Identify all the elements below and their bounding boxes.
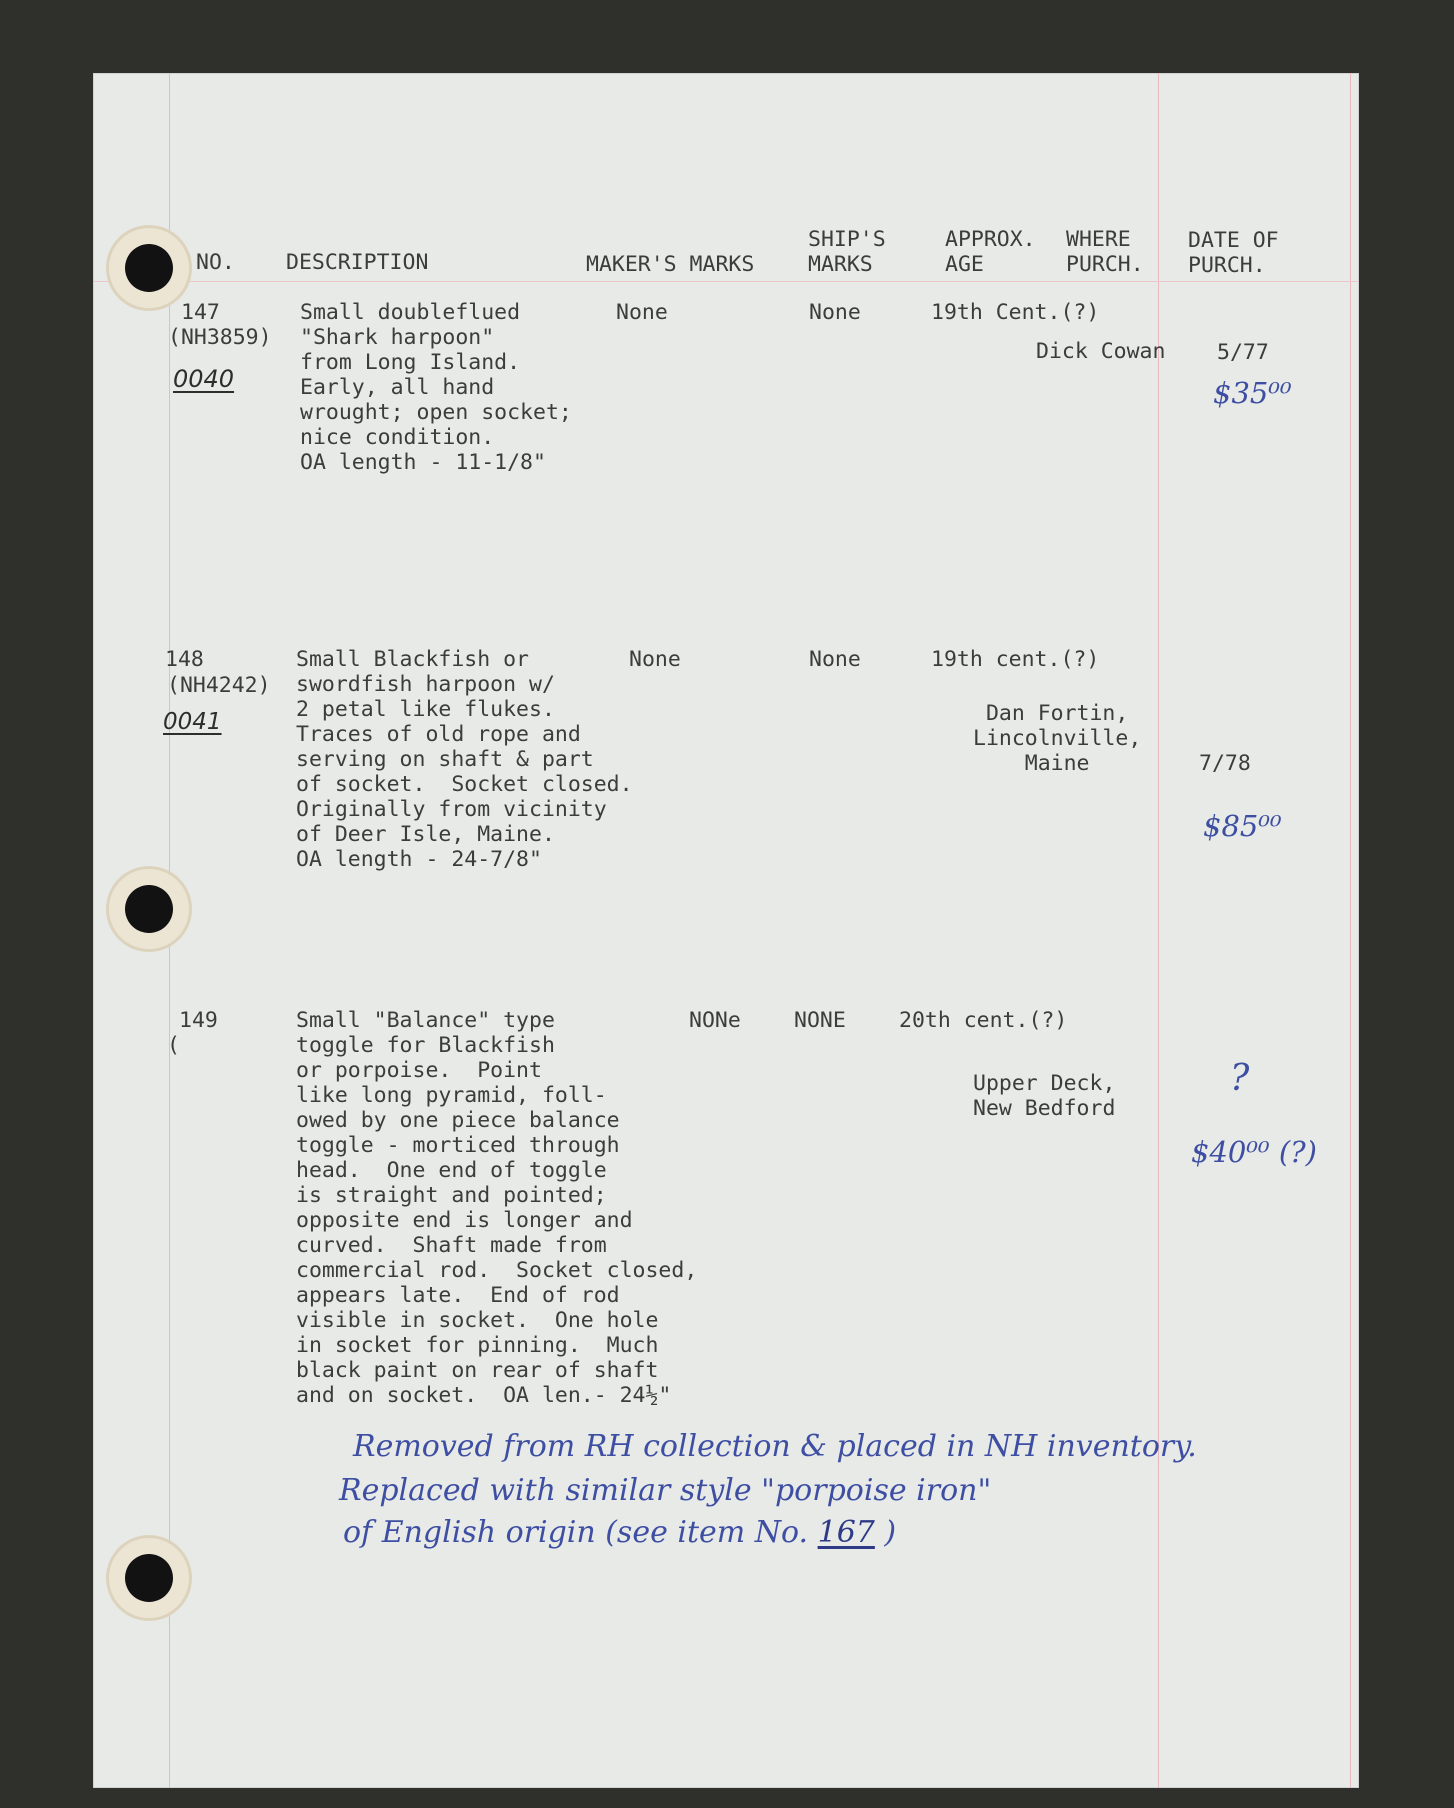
note-item-number: 167 — [817, 1515, 875, 1550]
note-line-prefix: of English origin (see item No. — [343, 1515, 818, 1550]
header-description: DESCRIPTION — [286, 250, 429, 275]
note-line-suffix: ) — [874, 1515, 897, 1550]
date-question-mark: ? — [1230, 1058, 1250, 1099]
binder-hole — [125, 1554, 173, 1602]
item-number: 149 — [179, 1008, 218, 1033]
ships-marks: NONE — [794, 1008, 846, 1033]
ships-marks: None — [809, 647, 861, 672]
header-date-of-purch: DATE OF PURCH. — [1188, 228, 1279, 278]
approx-age: 19th Cent.(?) — [931, 300, 1100, 325]
price-annotation: $35⁰⁰ — [1213, 376, 1292, 410]
note-line: Replaced with similar style "porpoise iron" — [339, 1473, 992, 1508]
makers-marks: NONe — [689, 1008, 741, 1033]
margin-rule — [1350, 73, 1351, 1788]
header-makers-marks: MAKER'S MARKS — [586, 252, 755, 277]
note-line — [343, 1515, 896, 1550]
where-purchased: Upper Deck, New Bedford — [973, 1071, 1116, 1121]
item-description: Small "Balance" type toggle for Blackfish or porpoise. Point like long pyramid, foll- owed by one piece balance toggle - morticed through head. One end of toggle is straight and pointed; opposite end is longer and curved. Shaft made from commercial rod. Socket closed, appears late. End of rod visible in socket. One hole in socket for pinning. Much black paint on rear of shaft and on socket. OA len.- 24½" — [296, 1008, 698, 1408]
item-description: Small Blackfish or swordfish harpoon w/ 2 petal like flukes. Traces of old rope and serving on shaft & part of socket. Socket closed. Originally from vicinity of Deer Isle, Maine. OA length - 24-7/8" — [296, 647, 633, 872]
catalog-number: 0040 — [173, 365, 235, 393]
approx-age: 20th cent.(?) — [899, 1008, 1068, 1033]
item-nh-number: (NH4242) — [167, 673, 271, 698]
header-rule — [93, 281, 1359, 282]
header-where-purch: WHERE PURCH. — [1066, 227, 1144, 277]
where-purchased: Dan Fortin, Lincolnville, Maine — [973, 701, 1142, 776]
header-approx-age: APPROX. AGE — [945, 227, 1036, 277]
binder-hole — [125, 885, 173, 933]
price-annotation: $40⁰⁰ (?) — [1191, 1135, 1317, 1169]
where-purchased: Dick Cowan — [1036, 339, 1166, 364]
approx-age: 19th cent.(?) — [931, 647, 1100, 672]
item-nh-number: (NH3859) — [168, 325, 272, 350]
item-number: 148 — [165, 647, 204, 672]
header-no: NO. — [196, 250, 235, 275]
date-purchased: 5/77 — [1217, 340, 1269, 365]
price-annotation: $85⁰⁰ — [1203, 809, 1282, 843]
ships-marks: None — [809, 300, 861, 325]
catalog-number: 0041 — [163, 709, 222, 735]
binder-hole — [125, 244, 173, 292]
note-line: Removed from RH collection & placed in NH inventory. — [353, 1429, 1197, 1464]
header-ships-marks: SHIP'S MARKS — [808, 227, 886, 277]
item-number: 147 — [181, 300, 220, 325]
item-description: Small doubleflued "Shark harpoon" from Long Island. Early, all hand wrought; open socket; nice condition. OA length - 11-1/8" — [300, 300, 572, 475]
makers-marks: None — [629, 647, 681, 672]
document-page — [93, 73, 1359, 1788]
margin-rule — [1158, 73, 1159, 1788]
date-purchased: 7/78 — [1199, 751, 1251, 776]
makers-marks: None — [616, 300, 668, 325]
item-nh-number: ( — [167, 1033, 180, 1058]
